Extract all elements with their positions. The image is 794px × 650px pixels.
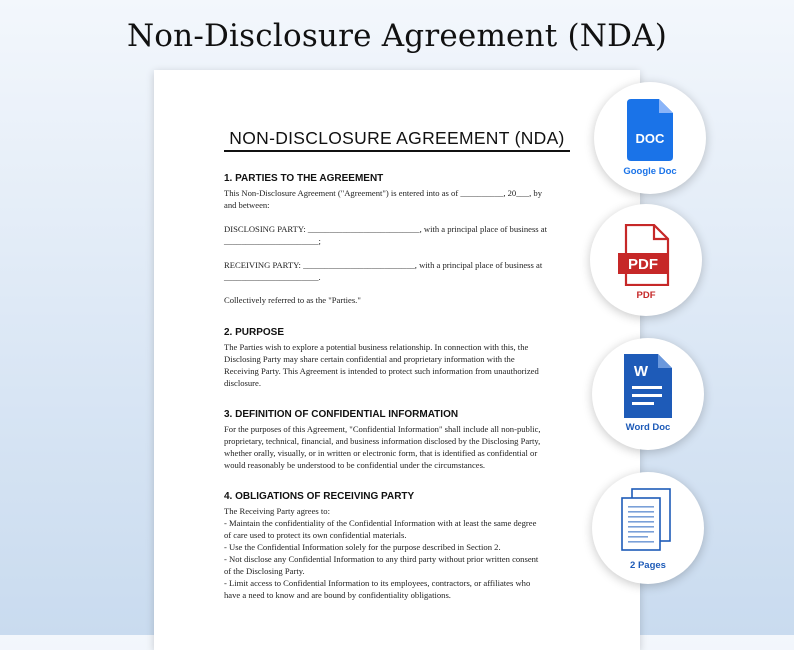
pdf-label: PDF bbox=[636, 290, 656, 301]
section-4-line: - Not disclose any Confidential Information to any third party without prior written consent bbox=[224, 554, 539, 564]
section-4-line: of care used to protect its own confidential materials. bbox=[224, 530, 407, 540]
receiving-party-line: ______________________. bbox=[224, 272, 321, 282]
section-2-line: The Parties wish to explore a potential business relationship. In connection with this, the bbox=[224, 342, 529, 352]
section-3-line: proprietary, technical, financial, and business information disclosed by the Disclosing Party, bbox=[224, 436, 541, 446]
section-2-line: disclosure. bbox=[224, 378, 261, 388]
section-2-line: Receiving Party. This Agreement is intended to protect such information from unauthorized bbox=[224, 366, 539, 376]
section-4-line: - Use the Confidential Information solely for the purpose described in Section 2. bbox=[224, 542, 501, 552]
page-count-badge bbox=[592, 472, 704, 584]
word-doc-label: Word Doc bbox=[625, 422, 671, 433]
google-doc-icon bbox=[627, 99, 673, 161]
document-title: NON-DISCLOSURE AGREEMENT (NDA) bbox=[229, 128, 565, 148]
document-page bbox=[154, 70, 640, 650]
title-underline bbox=[224, 150, 570, 152]
section-1-line: Collectively referred to as the "Parties." bbox=[224, 295, 361, 305]
section-3-line: whether orally, visually, or in written or electronic form, that is identified as confidential or bbox=[224, 448, 538, 458]
pdf-icon bbox=[618, 224, 674, 286]
section-4-line: The Receiving Party agrees to: bbox=[224, 506, 330, 516]
section-4-line: - Limit access to Confidential Information to its employees, contractors, or affiliates who bbox=[224, 578, 531, 588]
section-4-line: - Maintain the confidentiality of the Confidential Information with at least the same degree bbox=[224, 518, 537, 528]
receiving-party-line: RECEIVING PARTY: __________________________, with a principal place of business at bbox=[224, 260, 543, 270]
section-2-line: Disclosing Party may share certain confidential and proprietary information with the bbox=[224, 354, 515, 364]
page-count-label: 2 Pages bbox=[630, 560, 666, 571]
disclosing-party-line: DISCLOSING PARTY: __________________________, with a principal place of business at bbox=[224, 224, 548, 234]
section-4-line: have a need to know and are bound by confidentiality obligations. bbox=[224, 590, 451, 600]
section-4-heading: 4. OBLIGATIONS OF RECEIVING PARTY bbox=[224, 491, 415, 502]
section-2-heading: 2. PURPOSE bbox=[224, 327, 285, 338]
section-4-line: of the Disclosing Party. bbox=[224, 566, 305, 576]
disclosing-party-line: ______________________; bbox=[224, 236, 321, 246]
section-3-line: For the purposes of this Agreement, "Confidential Information" shall include all non-public, bbox=[224, 424, 541, 434]
svg-text:W: W bbox=[633, 363, 649, 380]
svg-text:DOC: DOC bbox=[635, 131, 665, 146]
section-3-heading: 3. DEFINITION OF CONFIDENTIAL INFORMATION bbox=[224, 409, 459, 420]
svg-text:PDF: PDF bbox=[628, 256, 658, 273]
google-doc-label: Google Doc bbox=[623, 166, 677, 177]
section-1-line: This Non-Disclosure Agreement ("Agreement") is entered into as of __________, 20___, by bbox=[224, 188, 542, 198]
word-doc-icon bbox=[624, 354, 672, 418]
section-1-line: and between: bbox=[224, 200, 270, 210]
pdf-badge bbox=[590, 204, 702, 316]
section-3-line: would reasonably be understood to be confidential under the circumstances. bbox=[224, 460, 486, 470]
banner-title: Non-Disclosure Agreement (NDA) bbox=[126, 18, 668, 54]
google-doc-badge bbox=[594, 82, 706, 194]
section-1-heading: 1. PARTIES TO THE AGREEMENT bbox=[224, 173, 384, 184]
word-doc-badge bbox=[592, 338, 704, 450]
pages-icon bbox=[620, 488, 672, 552]
